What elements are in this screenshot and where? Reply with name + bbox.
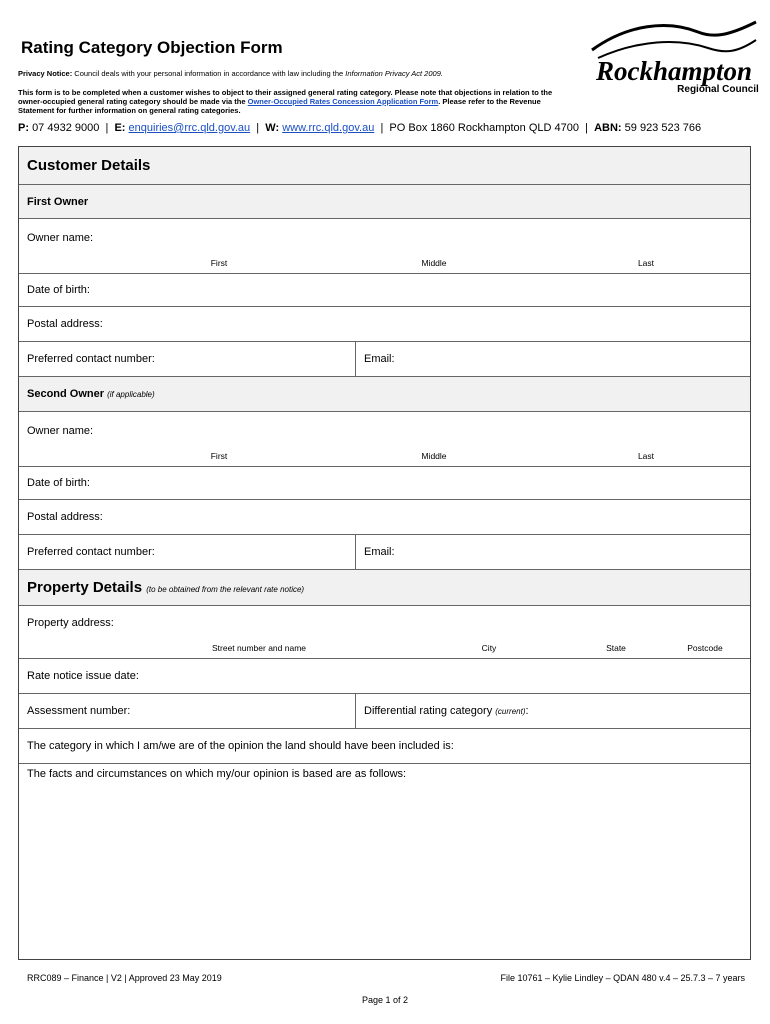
owner-occupied-form-link[interactable]: Owner-Occupied Rates Concession Application Form [247, 97, 439, 106]
privacy-text: Council deals with your personal information in accordance with law including the [72, 69, 346, 78]
first-owner-header [19, 185, 750, 219]
second-owner-postal-row[interactable] [19, 500, 750, 535]
facts-circumstances-area[interactable] [19, 764, 750, 961]
form-title: Rating Category Objection Form [21, 38, 283, 57]
assessment-number-label: Assessment number: [27, 705, 131, 717]
contact-number-label: Preferred contact number: [27, 546, 155, 558]
category-opinion-row[interactable] [19, 729, 750, 764]
separator: | [256, 122, 260, 134]
postal-address-label: Postal address: [27, 318, 103, 330]
footer-file-reference: File 10761 – Kylie Lindley – QDAN 480 v.4 – 25.7.3 – 7 years [500, 973, 745, 983]
middle-name-caption: Middle [421, 451, 447, 461]
privacy-notice [18, 69, 578, 78]
second-owner-title: Second Owner [27, 388, 105, 400]
logo-swoosh-upper [592, 22, 756, 50]
footer-form-code: RRC089 – Finance | V2 | Approved 23 May 2019 [27, 973, 222, 983]
second-owner-header [19, 377, 750, 412]
privacy-label: Privacy Notice: [18, 69, 73, 78]
web-label: W: [265, 122, 280, 134]
customer-details-heading: Customer Details [27, 157, 151, 174]
web-link[interactable]: www.rrc.qld.gov.au [282, 122, 375, 134]
current-note: (current) [495, 707, 526, 716]
form-instructions [18, 88, 578, 115]
first-owner-postal-row[interactable] [19, 307, 750, 342]
property-address-label: Property address: [27, 617, 114, 629]
phone-label: P: [18, 122, 29, 134]
email-label-field: Email: [364, 353, 395, 365]
notice-text: This form is to be completed when a customer wishes to object to their assigned general rating category. Please note that objections in relation to the owner-occupied general rating category should be made via the [18, 88, 553, 106]
last-name-caption: Last [637, 451, 655, 461]
differential-text: Differential rating category [364, 705, 493, 717]
postcode-caption: Postcode [687, 643, 723, 653]
column-divider [355, 342, 356, 376]
first-owner-heading: First Owner [27, 196, 89, 208]
objection-form [18, 146, 751, 960]
state-caption: State [606, 643, 626, 653]
second-owner-dob-row[interactable] [19, 467, 750, 500]
property-details-header [19, 570, 750, 606]
email-label-field: Email: [364, 546, 395, 558]
if-applicable-note: (if applicable) [107, 390, 155, 399]
rockhampton-logo [588, 14, 760, 98]
column-divider [355, 535, 356, 569]
first-owner-name-row[interactable] [19, 219, 750, 274]
first-name-caption: First [210, 451, 228, 461]
rate-notice-date-label: Rate notice issue date: [27, 670, 139, 682]
facts-label: The facts and circumstances on which my/our opinion is based are as follows: [27, 768, 407, 780]
assessment-row [19, 694, 750, 729]
dob-label: Date of birth: [27, 477, 90, 489]
postal-address-label: Postal address: [27, 511, 103, 523]
property-details-heading [27, 579, 304, 596]
category-question-label: The category in which I am/we are of the opinion the land should have been included is: [27, 740, 454, 752]
contact-number-label: Preferred contact number: [27, 353, 155, 365]
logo-subtitle: Regional Council [677, 84, 759, 95]
abn-number: 59 923 523 766 [624, 122, 702, 134]
notice-tail: . Please refer to the Revenue Statement for further information on general rating categories. [18, 97, 541, 115]
contact-line [18, 122, 701, 134]
last-name-caption: Last [637, 258, 655, 268]
dob-label: Date of birth: [27, 284, 90, 296]
property-details-title: Property Details [27, 579, 143, 596]
abn-label: ABN: [594, 122, 622, 134]
street-caption: Street number and name [211, 643, 307, 653]
second-owner-contact-row [19, 535, 750, 570]
first-owner-dob-row[interactable] [19, 274, 750, 307]
owner-name-label: Owner name: [27, 232, 94, 244]
city-caption: City [481, 643, 497, 653]
separator: | [380, 122, 384, 134]
property-note: (to be obtained from the relevant rate notice) [146, 585, 305, 594]
separator: | [105, 122, 109, 134]
logo-name: Rockhampton [595, 56, 753, 86]
first-owner-contact-row [19, 342, 750, 377]
rate-notice-date-row[interactable] [19, 659, 750, 694]
page-number: Page 1 of 2 [361, 995, 409, 1005]
email-label: E: [114, 122, 126, 134]
email-link[interactable]: enquiries@rrc.qld.gov.au [128, 122, 251, 134]
separator: | [585, 122, 588, 134]
po-box: PO Box 1860 Rockhampton QLD 4700 [389, 122, 579, 134]
second-owner-heading [27, 388, 155, 400]
differential-colon: : [525, 705, 529, 717]
privacy-act: Information Privacy Act 2009. [345, 69, 443, 78]
owner-name-label: Owner name: [27, 425, 94, 437]
second-owner-name-row[interactable] [19, 412, 750, 467]
property-address-row[interactable] [19, 606, 750, 659]
customer-details-header [19, 147, 750, 185]
middle-name-caption: Middle [421, 258, 447, 268]
column-divider [355, 694, 356, 728]
first-name-caption: First [210, 258, 228, 268]
differential-category-label [364, 705, 529, 717]
phone-number: 07 4932 9000 [32, 122, 100, 134]
